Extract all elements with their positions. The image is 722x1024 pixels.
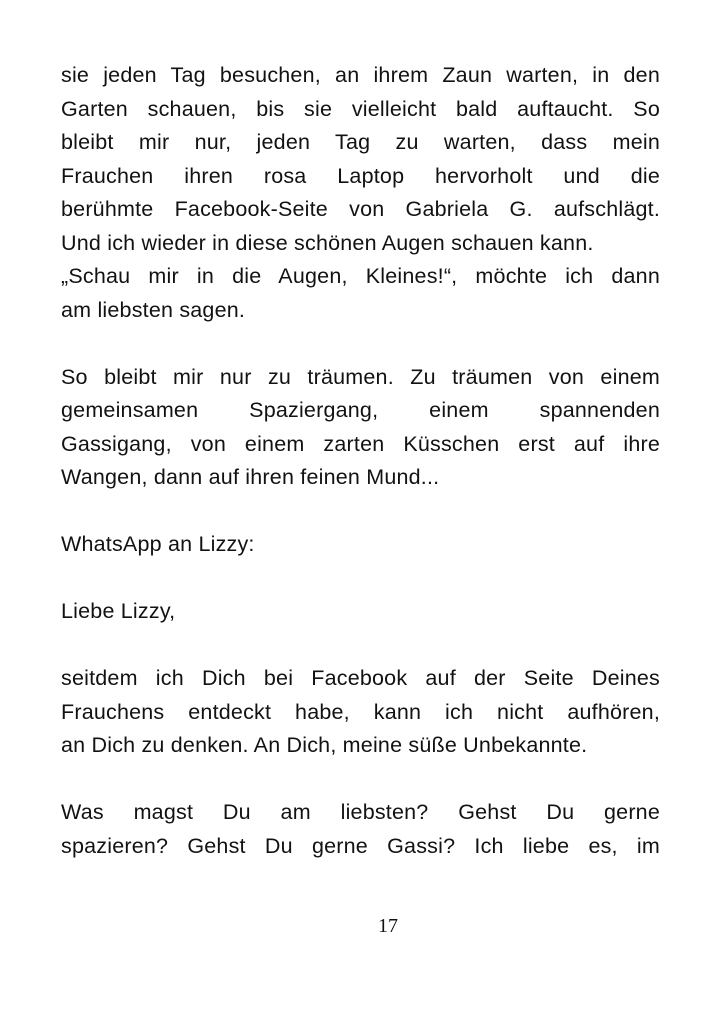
page-number: 17: [378, 915, 398, 937]
text-line: Wangen, dann auf ihren feinen Mund...: [61, 465, 440, 489]
text-line: sie jeden Tag besuchen, an ihrem Zaun warten, in den: [61, 63, 660, 87]
text-line: berühmte Facebook-Seite von Gabriela G. aufschlägt.: [61, 197, 660, 221]
text-line: Frauchens entdeckt habe, kann ich nicht aufhören,: [61, 699, 660, 724]
text-line: Garten schauen, bis sie vielleicht bald auftaucht. So: [61, 96, 660, 121]
text-line: Was magst Du am liebsten? Gehst Du gerne: [61, 800, 660, 824]
text-line: Frauchen ihren rosa Laptop hervorholt und die: [61, 163, 660, 188]
text-line: bleibt mir nur, jeden Tag zu warten, dass mein: [61, 130, 660, 154]
text-line: Gassigang, von einem zarten Küsschen erst auf ihre: [61, 431, 660, 456]
text-line: seitdem ich Dich bei Facebook auf der Seite Deines: [61, 666, 660, 690]
text-line: gemeinsamen Spaziergang, einem spannenden: [61, 398, 660, 422]
text-line: WhatsApp an Lizzy:: [61, 532, 255, 556]
text-line: am liebsten sagen.: [61, 297, 246, 322]
page-text: [61, 59, 660, 863]
text-line: „Schau mir in die Augen, Kleines!“, möchte ich dann: [61, 264, 660, 288]
text-line: an Dich zu denken. An Dich, meine süße Unbekannte.: [61, 733, 588, 757]
text-line: So bleibt mir nur zu träumen. Zu träumen von einem: [61, 364, 660, 389]
text-line: Und ich wieder in diese schönen Augen schauen kann.: [61, 230, 594, 255]
text-line: spazieren? Gehst Du gerne Gassi? Ich liebe es, im: [61, 833, 660, 858]
text-line: Liebe Lizzy,: [61, 599, 176, 623]
